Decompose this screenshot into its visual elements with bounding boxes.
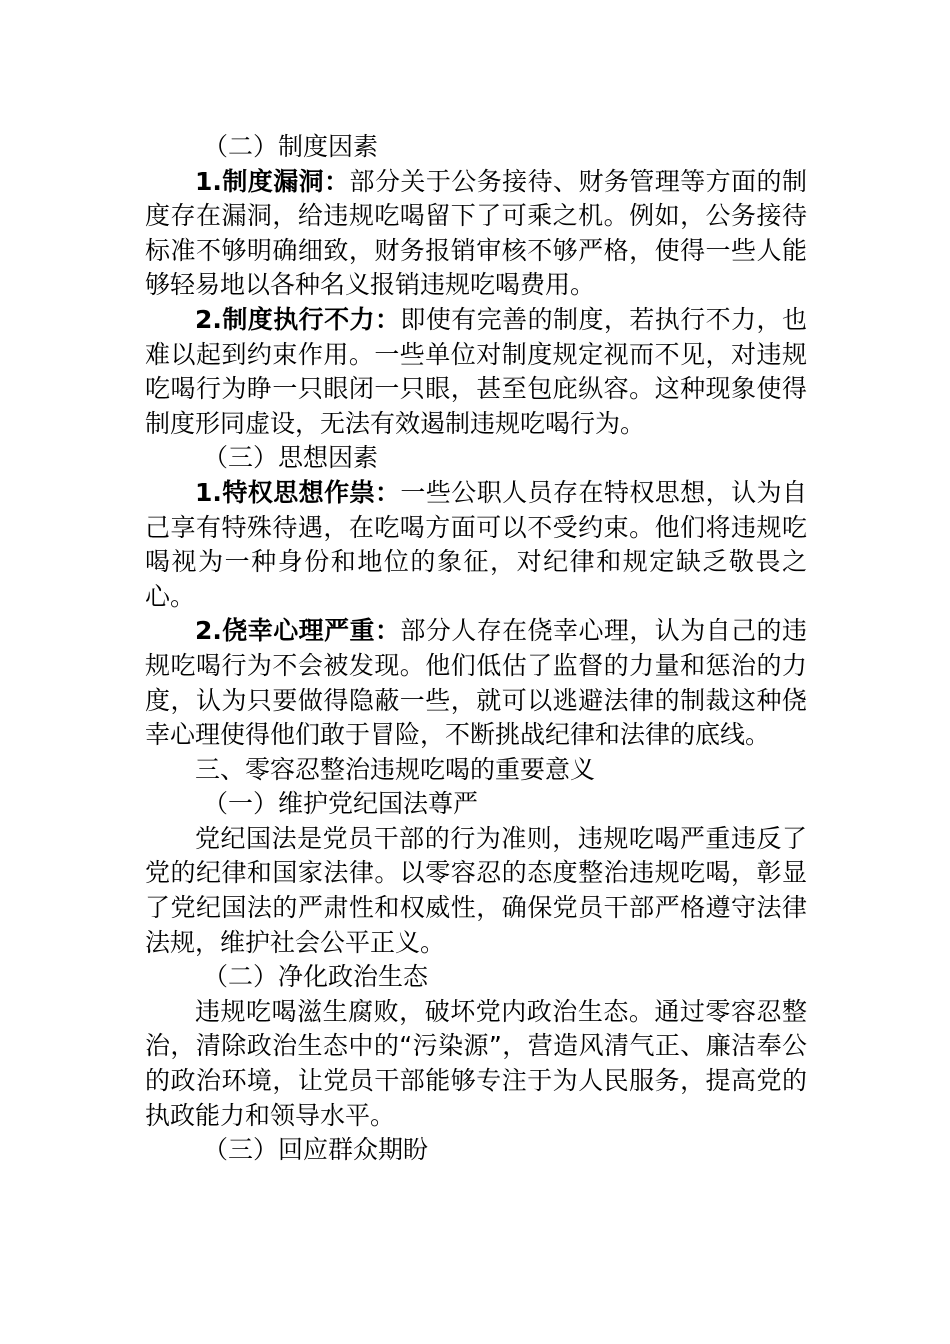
section-heading-text: 三、零容忍整治违规吃喝的重要意义 bbox=[195, 754, 596, 784]
paragraph-lead: 2.侥幸心理严重： bbox=[195, 616, 401, 646]
paragraph-text: 即使有完善的制度，若执行不力，也难以起到约束作用。一些单位对制度规定视而不见，对违规吃喝行为睁一只眼闭一只眼，甚至包庇纵容。这种现象使得制度形同虚设，无法有效遏制违规吃喝行为。 bbox=[145, 304, 807, 438]
subheading-public-expectations bbox=[145, 1133, 807, 1168]
subheading-purify-politics bbox=[145, 960, 807, 995]
subheading-uphold-discipline bbox=[145, 787, 807, 822]
paragraph-text: 违规吃喝滋生腐败，破坏党内政治生态。通过零容忍整治，清除政治生态中的“污染源”，营造风清气正、廉洁奉公的政治环境，让党员干部能够专注于为人民服务，提高党的执政能力和领导水平。 bbox=[145, 996, 807, 1130]
document-body bbox=[145, 130, 807, 1168]
paragraph-luck-mentality bbox=[145, 614, 807, 752]
paragraph-privilege-mindset bbox=[145, 476, 807, 614]
paragraph-text: 一些公职人员存在特权思想，认为自己享有特殊待遇，在吃喝方面可以不受约束。他们将违规吃喝视为一种身份和地位的象征，对纪律和规定缺乏敬畏之心。 bbox=[145, 477, 807, 611]
paragraph-weak-enforcement bbox=[145, 303, 807, 441]
subheading-text: （三）回应群众期盼 bbox=[203, 1135, 429, 1165]
paragraph-lead: 1.制度漏洞： bbox=[195, 166, 350, 196]
paragraph-text: 部分关于公务接待、财务管理等方面的制度存在漏洞，给违规吃喝留下了可乘之机。例如，公务接待标准不够明确细致，财务报销审核不够严格，使得一些人能够轻易地以各种名义报销违规吃喝费用。 bbox=[145, 166, 807, 300]
subheading-text: （三）思想因素 bbox=[203, 443, 379, 473]
paragraph-text: 部分人存在侥幸心理，认为自己的违规吃喝行为不会被发现。他们低估了监督的力量和惩治的力度，认为只要做得隐蔽一些，就可以逃避法律的制裁这种侥幸心理使得他们敢于冒险，不断挑战纪律和法律的底线。 bbox=[145, 616, 807, 750]
paragraph-lead: 2.制度执行不力： bbox=[195, 304, 401, 334]
subheading-ideological-factors bbox=[145, 441, 807, 476]
paragraph-uphold-discipline bbox=[145, 822, 807, 960]
section-heading-significance bbox=[145, 753, 807, 788]
paragraph-text: 党纪国法是党员干部的行为准则，违规吃喝严重违反了党的纪律和国家法律。以零容忍的态度整治违规吃喝，彰显了党纪国法的严肃性和权威性，确保党员干部严格遵守法律法规，维护社会公平正义。 bbox=[145, 823, 807, 957]
subheading-text: （二）净化政治生态 bbox=[203, 962, 429, 992]
subheading-text: （一）维护党纪国法尊严 bbox=[203, 789, 479, 819]
paragraph-system-loopholes bbox=[145, 165, 807, 303]
subheading-institutional-factors bbox=[145, 130, 807, 165]
paragraph-purify-politics bbox=[145, 995, 807, 1133]
subheading-text: （二）制度因素 bbox=[203, 132, 379, 161]
paragraph-lead: 1.特权思想作祟： bbox=[195, 477, 401, 507]
